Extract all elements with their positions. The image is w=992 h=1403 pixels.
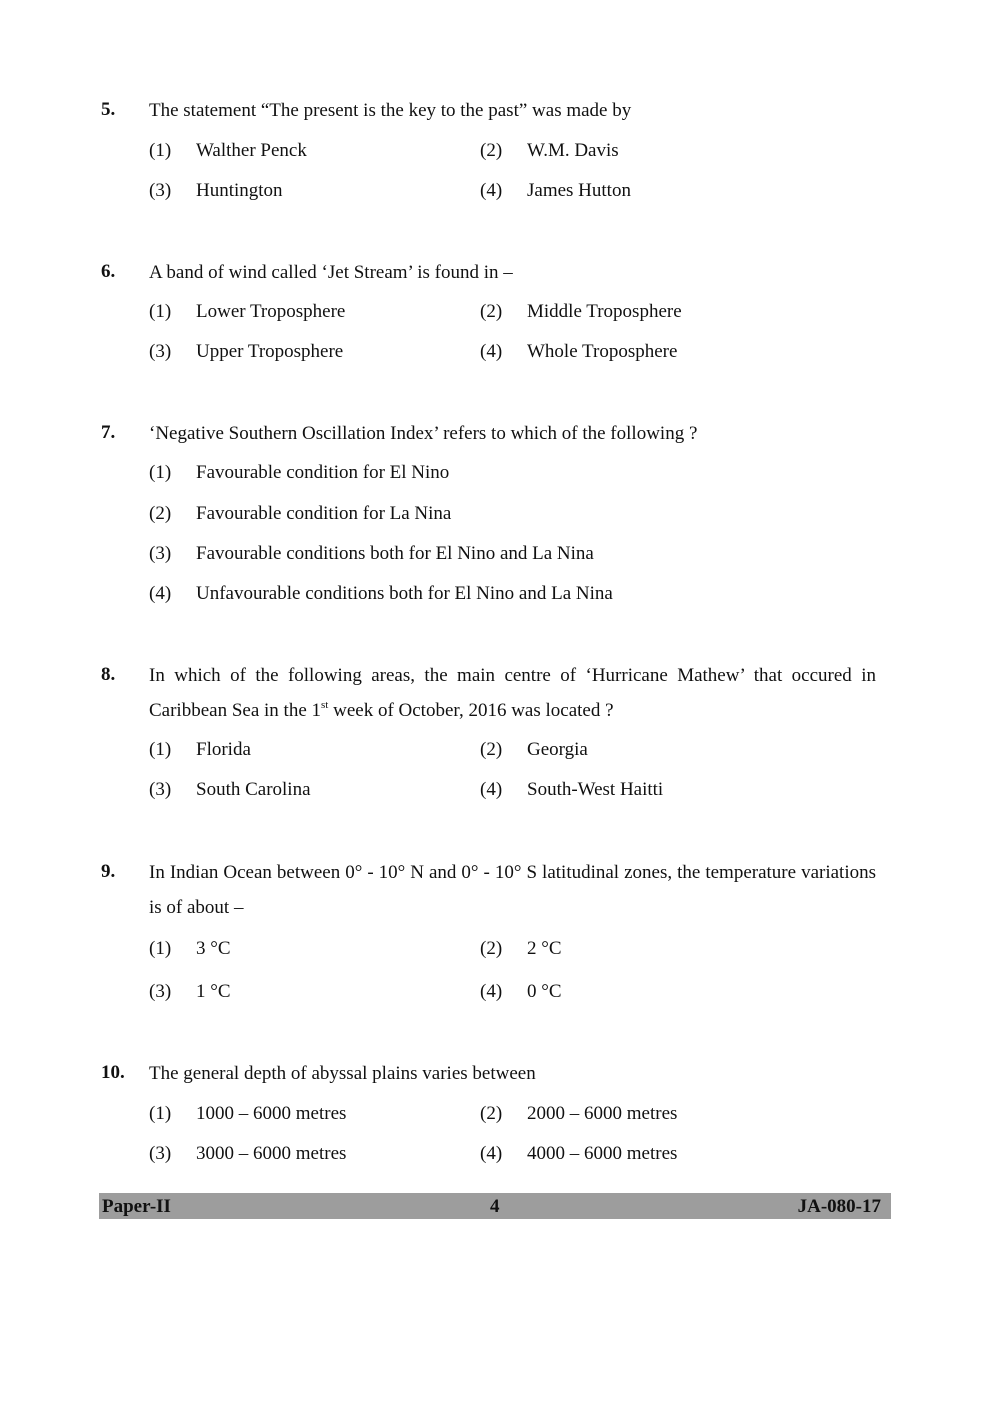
option-number: (3) xyxy=(149,1143,172,1164)
option-number: (2) xyxy=(480,739,503,760)
question-number: 8. xyxy=(101,664,116,685)
option-text: Georgia xyxy=(527,739,588,760)
question-text xyxy=(149,658,876,728)
option-text: Favourable condition for El Nino xyxy=(196,462,450,483)
option-number: (4) xyxy=(480,341,503,362)
question-text-end: week of October, 2016 was located ? xyxy=(328,700,614,721)
option-number: (3) xyxy=(149,543,172,564)
option-number: (3) xyxy=(149,341,172,362)
question-number: 9. xyxy=(101,861,116,882)
option-text: 2 °C xyxy=(527,938,562,959)
option-number: (2) xyxy=(480,1103,503,1124)
question-text: A band of wind called ‘Jet Stream’ is found in – xyxy=(149,262,513,283)
question-text: The general depth of abyssal plains varies between xyxy=(149,1063,536,1084)
option-text: 2000 – 6000 metres xyxy=(527,1103,678,1124)
option-number: (1) xyxy=(149,1103,172,1124)
option-number: (1) xyxy=(149,301,172,322)
option-text: 3000 – 6000 metres xyxy=(196,1143,347,1164)
question-number: 7. xyxy=(101,422,116,443)
option-number: (4) xyxy=(480,779,503,800)
question-text: In Indian Ocean between 0° - 10° N and 0° - 10° S latitudinal zones, the temperature variations is of about – xyxy=(149,862,876,918)
option-text: 1 °C xyxy=(196,981,231,1002)
question-number: 5. xyxy=(101,99,116,120)
option-number: (4) xyxy=(149,583,172,604)
question-number: 10. xyxy=(101,1062,125,1083)
option-text: Huntington xyxy=(196,180,283,201)
option-number: (1) xyxy=(149,938,172,959)
option-number: (2) xyxy=(149,503,172,524)
question-text: The statement “The present is the key to the past” was made by xyxy=(149,100,632,121)
option-text: 0 °C xyxy=(527,981,562,1002)
option-number: (1) xyxy=(149,462,172,483)
option-number: (2) xyxy=(480,140,503,161)
ordinal-suffix: st xyxy=(321,699,329,711)
option-number: (3) xyxy=(149,180,172,201)
option-text: South-West Haitti xyxy=(527,779,664,800)
option-number: (1) xyxy=(149,739,172,760)
question-text-main: In which of the following areas, the main centre of ‘Hurricane Mathew’ that occured in Caribbean Sea in the 1 xyxy=(149,665,876,721)
option-number: (4) xyxy=(480,981,503,1002)
option-text: 1000 – 6000 metres xyxy=(196,1103,347,1124)
option-number: (3) xyxy=(149,779,172,800)
option-text: South Carolina xyxy=(196,779,311,800)
option-text: 4000 – 6000 metres xyxy=(527,1143,678,1164)
option-text: Whole Troposphere xyxy=(527,341,678,362)
option-number: (2) xyxy=(480,301,503,322)
option-text: 3 °C xyxy=(196,938,231,959)
option-text: Unfavourable conditions both for El Nino and La Nina xyxy=(196,583,613,604)
option-number: (1) xyxy=(149,140,172,161)
page-footer xyxy=(99,1193,891,1219)
option-number: (4) xyxy=(480,1143,503,1164)
option-number: (3) xyxy=(149,981,172,1002)
option-text: Upper Troposphere xyxy=(196,341,344,362)
question-number: 6. xyxy=(101,261,116,282)
option-number: (4) xyxy=(480,180,503,201)
option-text: Florida xyxy=(196,739,251,760)
option-text: Lower Troposphere xyxy=(196,301,346,322)
option-number: (2) xyxy=(480,938,503,959)
option-text: Favourable condition for La Nina xyxy=(196,503,452,524)
paper-label: Paper-II xyxy=(102,1196,171,1217)
page-number: 4 xyxy=(490,1196,500,1217)
option-text: Favourable conditions both for El Nino and La Nina xyxy=(196,543,594,564)
paper-code: JA-080-17 xyxy=(797,1196,881,1217)
option-text: Walther Penck xyxy=(196,140,307,161)
option-text: James Hutton xyxy=(527,180,631,201)
option-text: W.M. Davis xyxy=(527,140,619,161)
option-text: Middle Troposphere xyxy=(527,301,682,322)
question-text: ‘Negative Southern Oscillation Index’ refers to which of the following ? xyxy=(149,423,698,444)
